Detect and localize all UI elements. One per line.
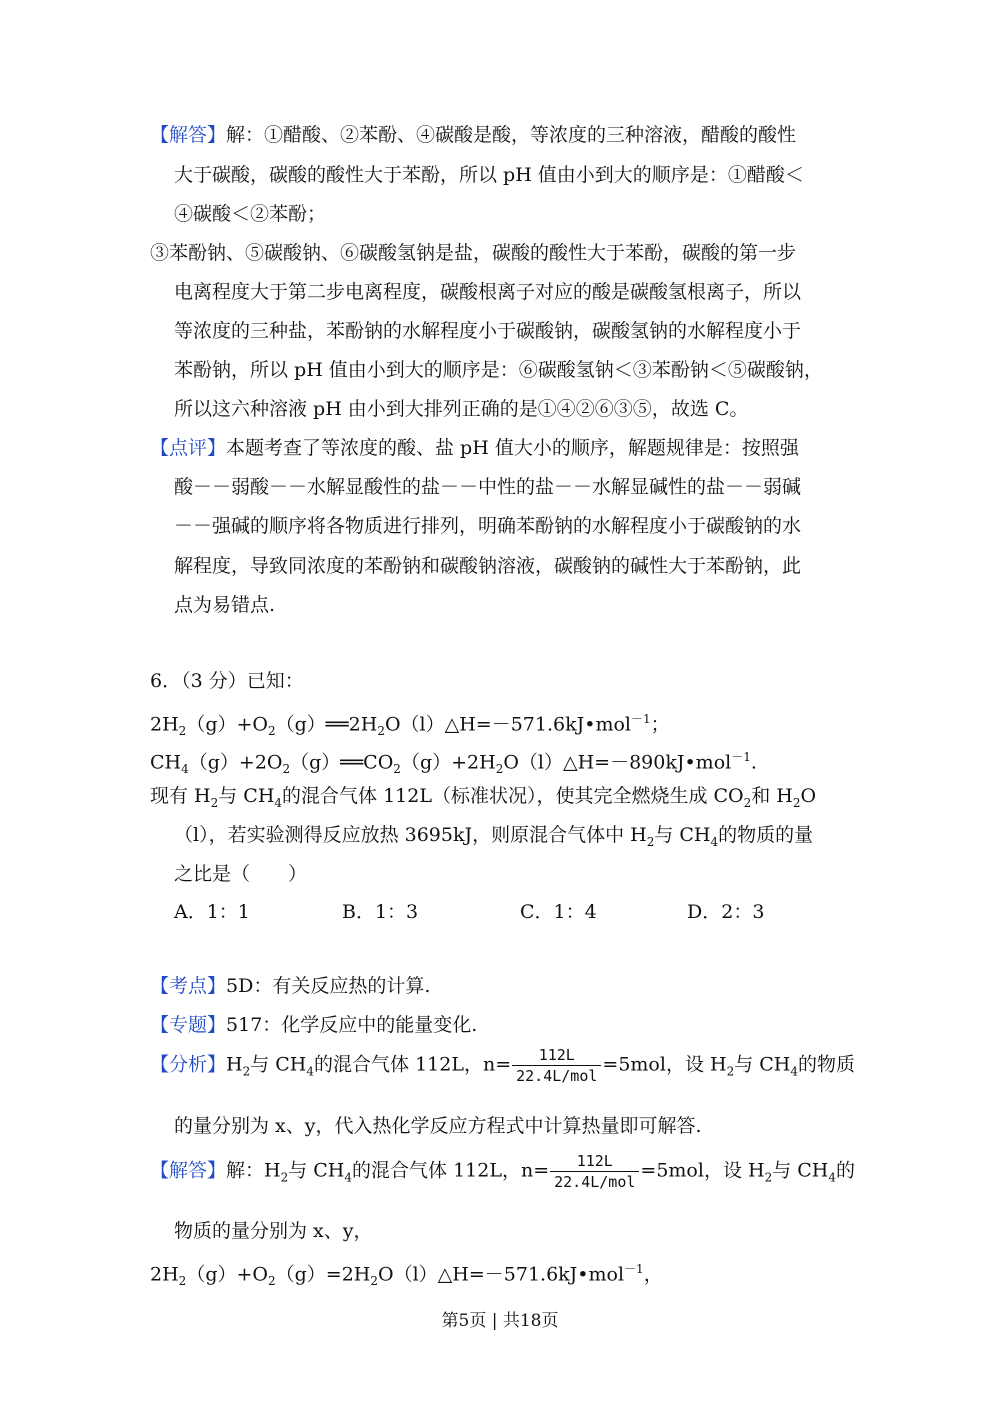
fraction: $\frac{112L}{\text{22.4L/mol}}$ xyxy=(550,1152,639,1191)
fraction: $\frac{112L}{\text{22.4L/mol}}$ xyxy=(512,1046,601,1085)
q6-analysis-line-2: 的量分别为 x、y，代入热化学反应方程式中计算热量即可解答. xyxy=(174,1115,702,1137)
q5-answer-line-2: 大于碳酸，碳酸的酸性大于苯酚，所以 pH 值由小到大的顺序是：①醋酸＜ xyxy=(174,164,804,186)
q5-answer-line-7: 苯酚钠，所以 pH 值由小到大的顺序是：⑥碳酸氢钠＜③苯酚钠＜⑤碳酸钠， xyxy=(174,359,823,381)
q6-point: 【考点】5D：有关反应热的计算. xyxy=(150,975,431,997)
q6-equation-1: $2H_2(g)+O_2(g)══2H_2O(l)\triangle H=-571.6kJ•mol^{-1}$； xyxy=(150,712,670,739)
option-b[interactable]: B．1：3 xyxy=(342,901,419,923)
q6-topic: 【专题】517：化学反应中的能量变化. xyxy=(150,1014,478,1036)
q5-answer-line-3: ④碳酸＜②苯酚； xyxy=(174,203,327,225)
answer-tag: 【解答】 xyxy=(150,124,227,146)
q5-comment-line-5: 点为易错点. xyxy=(174,594,276,616)
analysis-tag: 【分析】 xyxy=(150,1053,227,1076)
comment-tag: 【点评】 xyxy=(150,437,227,459)
q5-comment-line-1: 【点评】本题考查了等浓度的酸、盐 pH 值大小的顺序，解题规律是：按照强 xyxy=(150,437,799,459)
q5-answer-line-6: 等浓度的三种盐，苯酚钠的水解程度小于碳酸钠，碳酸氢钠的水解程度小于 xyxy=(174,320,802,342)
option-a[interactable]: A．1：1 xyxy=(174,901,250,923)
q6-answer-line-2: 物质的量分别为 x、y， xyxy=(174,1220,373,1242)
q5-answer-line-8: 所以这六种溶液 pH 由小到大排列正确的是①④②⑥③⑤，故选 C。 xyxy=(174,398,749,420)
q6-analysis-line-1: 【分析】$H_2$与 $CH_4$的混合气体 112L，n= $\frac{112L}{\text{22.4L/mol}}$ =5mol，设 $H_2$与 $CH_4$的物质 xyxy=(150,1046,856,1085)
q6-header: 6．（3 分）已知： xyxy=(150,670,304,692)
q5-comment-line-4: 解程度，导致同浓度的苯酚钠和碳酸钠溶液，碳酸钠的碱性大于苯酚钠，此 xyxy=(174,555,802,577)
answer-tag: 【解答】 xyxy=(150,1159,227,1182)
q6-answer-equation: $2H_2(g)+O_2(g)=2H_2O(l)\triangle H=-571.6kJ•mol^{-1}$， xyxy=(150,1262,663,1289)
q5-comment-line-3: －－强碱的顺序将各物质进行排列，明确苯酚钠的水解程度小于碳酸钠的水 xyxy=(174,515,802,537)
q6-stem-line-3: 之比是（ ） xyxy=(174,863,308,885)
q5-comment-line-2: 酸－－弱酸－－水解显酸性的盐－－中性的盐－－水解显碱性的盐－－弱碱 xyxy=(174,476,802,498)
q5-answer-line-1: 【解答】解：①醋酸、②苯酚、④碳酸是酸，等浓度的三种溶液，醋酸的酸性 xyxy=(150,124,797,146)
q6-answer-line-1: 【解答】解：$H_2$与 $CH_4$的混合气体 112L，n= $\frac{112L}{\text{22.4L/mol}}$ =5mol，设 $H_2$与 $CH_4$的 xyxy=(150,1152,856,1191)
q6-stem-line-2: （l），若实验测得反应放热 3695kJ，则原混合气体中 $H_2$与 $CH_4$的物质的量 xyxy=(174,824,814,849)
q6-stem-line-1: 现有 $H_2$与 $CH_4$的混合气体 112L（标准状况），使其完全燃烧生成 $CO_2$和 $H_2O$ xyxy=(150,785,817,810)
page-footer: 第5页 | 共18页 xyxy=(441,1311,559,1331)
option-d[interactable]: D．2：3 xyxy=(687,901,765,923)
q5-answer-line-5: 电离程度大于第二步电离程度，碳酸根离子对应的酸是碳酸氢根离子，所以 xyxy=(174,281,802,303)
q5-answer-line-4: ③苯酚钠、⑤碳酸钠、⑥碳酸氢钠是盐，碳酸的酸性大于苯酚，碳酸的第一步 xyxy=(150,242,797,264)
option-c[interactable]: C．1：4 xyxy=(520,901,597,923)
q6-equation-2: $CH_4(g)+2O_2(g)══CO_2(g)+2H_2O(l)\triangle H=-890kJ•mol^{-1}$. xyxy=(150,750,757,777)
